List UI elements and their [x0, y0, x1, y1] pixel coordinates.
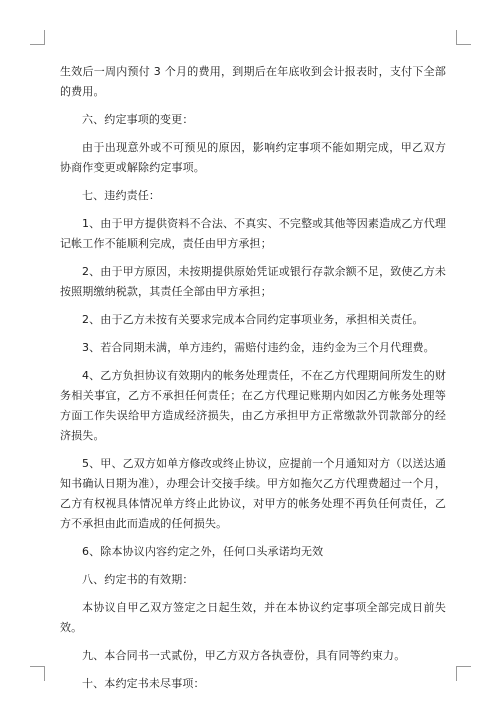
- paragraph-validity-body: 本协议自甲乙双方签定之日起生效，并在本协议约定事项全部完成日前失效。: [60, 601, 446, 634]
- crop-mark-top-right: [456, 30, 471, 45]
- paragraph-changes-body: 由于出现意外或不可预见的原因，影响约定事项不能如期完成，甲乙双方协商作变更或解除约定事项。: [60, 141, 446, 174]
- clause-2-party-a-vouchers: 2、由于甲方原因，未按期提供原始凭证或银行存款余额不足，致使乙方未按照期缴纳税款，其责任全部由甲方承担；: [60, 265, 446, 298]
- clause-6-verbal-promises: 6、除本协议内容约定之外，任何口头承诺均无效: [82, 545, 324, 558]
- clause-2-party-b-duties: 2、由于乙方未按有关要求完成本合同约定事项业务，承担相关责任。: [82, 313, 424, 326]
- heading-agreement-changes: 六、约定事项的变更：: [82, 113, 194, 126]
- clause-nine-copies: 九、本合同书一式贰份，甲乙方双方各执壹份，具有同等约束力。: [82, 649, 406, 662]
- clause-5-termination: 5、甲、乙双方如单方修改或终止协议，应提前一个月通知对方（以送达通知书确认日期为准），办理会计交接手续。甲方如拖欠乙方代理费超过一个月，乙方有权视具体情况单方终止此协议，对甲方的帐务处理不再负任何责任，乙方不承担由此而造成的任何损失。: [60, 457, 446, 530]
- crop-mark-top-left: [30, 30, 45, 45]
- heading-unresolved-matters: 十、本约定书未尽事项：: [82, 677, 205, 690]
- crop-mark-bottom-right: [456, 666, 471, 681]
- heading-breach-liability: 七、违约责任：: [82, 189, 161, 202]
- clause-1-party-a-materials: 1、由于甲方提供资料不合法、不真实、不完整或其他等因素造成乙方代理记帐工作不能顺利完成，责任由甲方承担；: [60, 217, 446, 250]
- clause-4-accounting-responsibility: 4、乙方负担协议有效期内的帐务处理责任，不在乙方代理期间所发生的财务相关事宜，乙方不承担任何责任；在乙方代理记账期内如因乙方帐务处理等方面工作失误给甲方造成经济损失，由乙方承担甲方正常缴款外罚款部分的经济损失。: [60, 369, 446, 442]
- document-body: [60, 62, 446, 694]
- paragraph-payment-continuation: 生效后一周内预付 3 个月的费用，到期后在年底收到会计报表时，支付下全部的费用。: [60, 65, 446, 98]
- clause-3-penalty: 3、若合同期未满，单方违约，需赔付违约金，违约金为三个月代理费。: [82, 341, 435, 354]
- crop-mark-bottom-left: [30, 666, 45, 681]
- heading-validity-period: 八、约定书的有效期：: [82, 573, 194, 586]
